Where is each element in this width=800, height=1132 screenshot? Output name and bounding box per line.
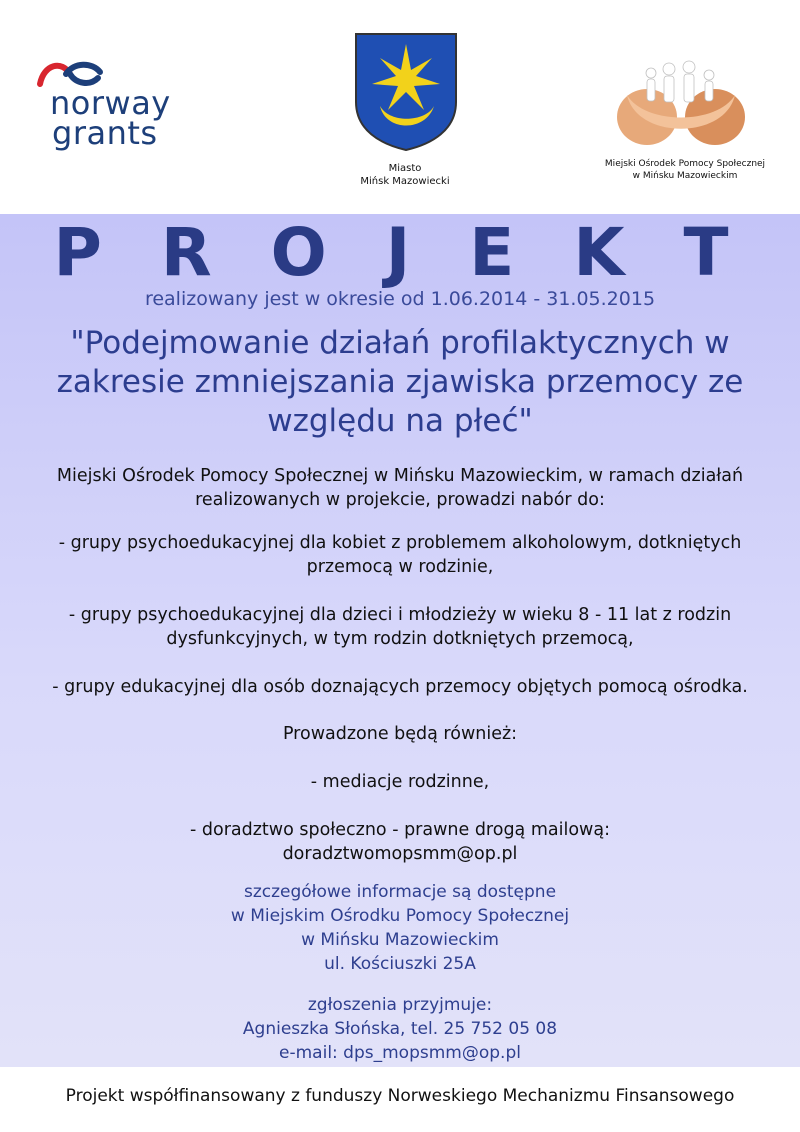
info-line3: w Mińsku Mazowieckim: [301, 930, 499, 950]
advice-item: [0, 818, 800, 866]
info-line1: szczegółowe informacje są dostępne: [243, 882, 557, 902]
norway-grants-logo: [36, 58, 186, 158]
project-name-line3: względu na płeć": [267, 403, 533, 439]
hands-family-icon: [617, 45, 745, 150]
group-item: [0, 675, 800, 699]
norway-word: norway: [50, 84, 171, 122]
intro-line2: realizowanych w projekcie, prowadzi nabór do:: [195, 490, 605, 510]
info-line2: w Miejskim Ośrodku Pomocy Społecznej: [230, 906, 570, 926]
crest-caption: [330, 162, 480, 188]
contact-line2: Agnieszka Słońska, tel. 25 752 05 08: [242, 1019, 558, 1039]
intro-line1: Miejski Ośrodek Pomocy Społecznej w Mińsku Mazowieckim, w ramach działań: [56, 466, 744, 486]
project-name-line1: "Podejmowanie działań profilaktycznych w: [70, 325, 730, 361]
info-line4: ul. Kościuszki 25A: [324, 954, 476, 974]
crest-caption-line2: Mińsk Mazowiecki: [360, 176, 450, 187]
hands-caption-line2: w Mińsku Mazowieckim: [632, 171, 738, 181]
group-item-line1: - grupy psychoedukacyjnej dla dzieci i młodzieży w wieku 8 - 11 lat z rodzin: [68, 605, 732, 625]
contact-line1: zgłoszenia przyjmuje:: [307, 995, 493, 1015]
advice-line1: - doradztwo społeczno - prawne drogą mailową:: [190, 820, 610, 840]
group-item-line1: - grupy psychoedukacyjnej dla kobiet z problemem alkoholowym, dotkniętych: [58, 533, 742, 553]
intro-text: [0, 464, 800, 512]
advice-email[interactable]: doradztwomopsmm@op.pl: [282, 844, 518, 864]
header-band: [0, 0, 800, 214]
project-period: realizowany jest w okresie od 1.06.2014 - 31.05.2015: [144, 288, 656, 310]
project-name-line2: zakresie zmniejszania zjawiska przemocy ze: [56, 364, 744, 400]
group-item: [0, 531, 800, 579]
crest-caption-line1: Miasto: [388, 163, 422, 174]
contact-email[interactable]: e-mail: dps_mopsmm@op.pl: [279, 1043, 521, 1063]
group-item-line2: dysfunkcyjnych, w tym rodzin dotkniętych przemocą,: [166, 629, 634, 649]
grants-word: grants: [52, 114, 158, 152]
contact-block: [0, 993, 800, 1065]
minsk-coat-of-arms-icon: [352, 32, 460, 152]
hands-caption: [585, 158, 785, 182]
group-item-line1: - grupy edukacyjnej dla osób doznających przemocy objętych pomocą ośrodka.: [52, 677, 748, 697]
page-title: P R O J E K T: [53, 214, 747, 291]
footer-text: Projekt współfinansowany z funduszy Norweskiego Mechanizmu Finsansowego: [65, 1086, 735, 1106]
mediation-item: - mediacje rodzinne,: [310, 772, 490, 792]
hands-caption-line1: Miejski Ośrodek Pomocy Społecznej: [604, 159, 766, 169]
info-block: [0, 880, 800, 976]
group-item-line2: przemocą w rodzinie,: [306, 557, 494, 577]
also-label: Prowadzone będą również:: [282, 724, 518, 744]
group-item: [0, 603, 800, 651]
project-name: [0, 324, 800, 441]
